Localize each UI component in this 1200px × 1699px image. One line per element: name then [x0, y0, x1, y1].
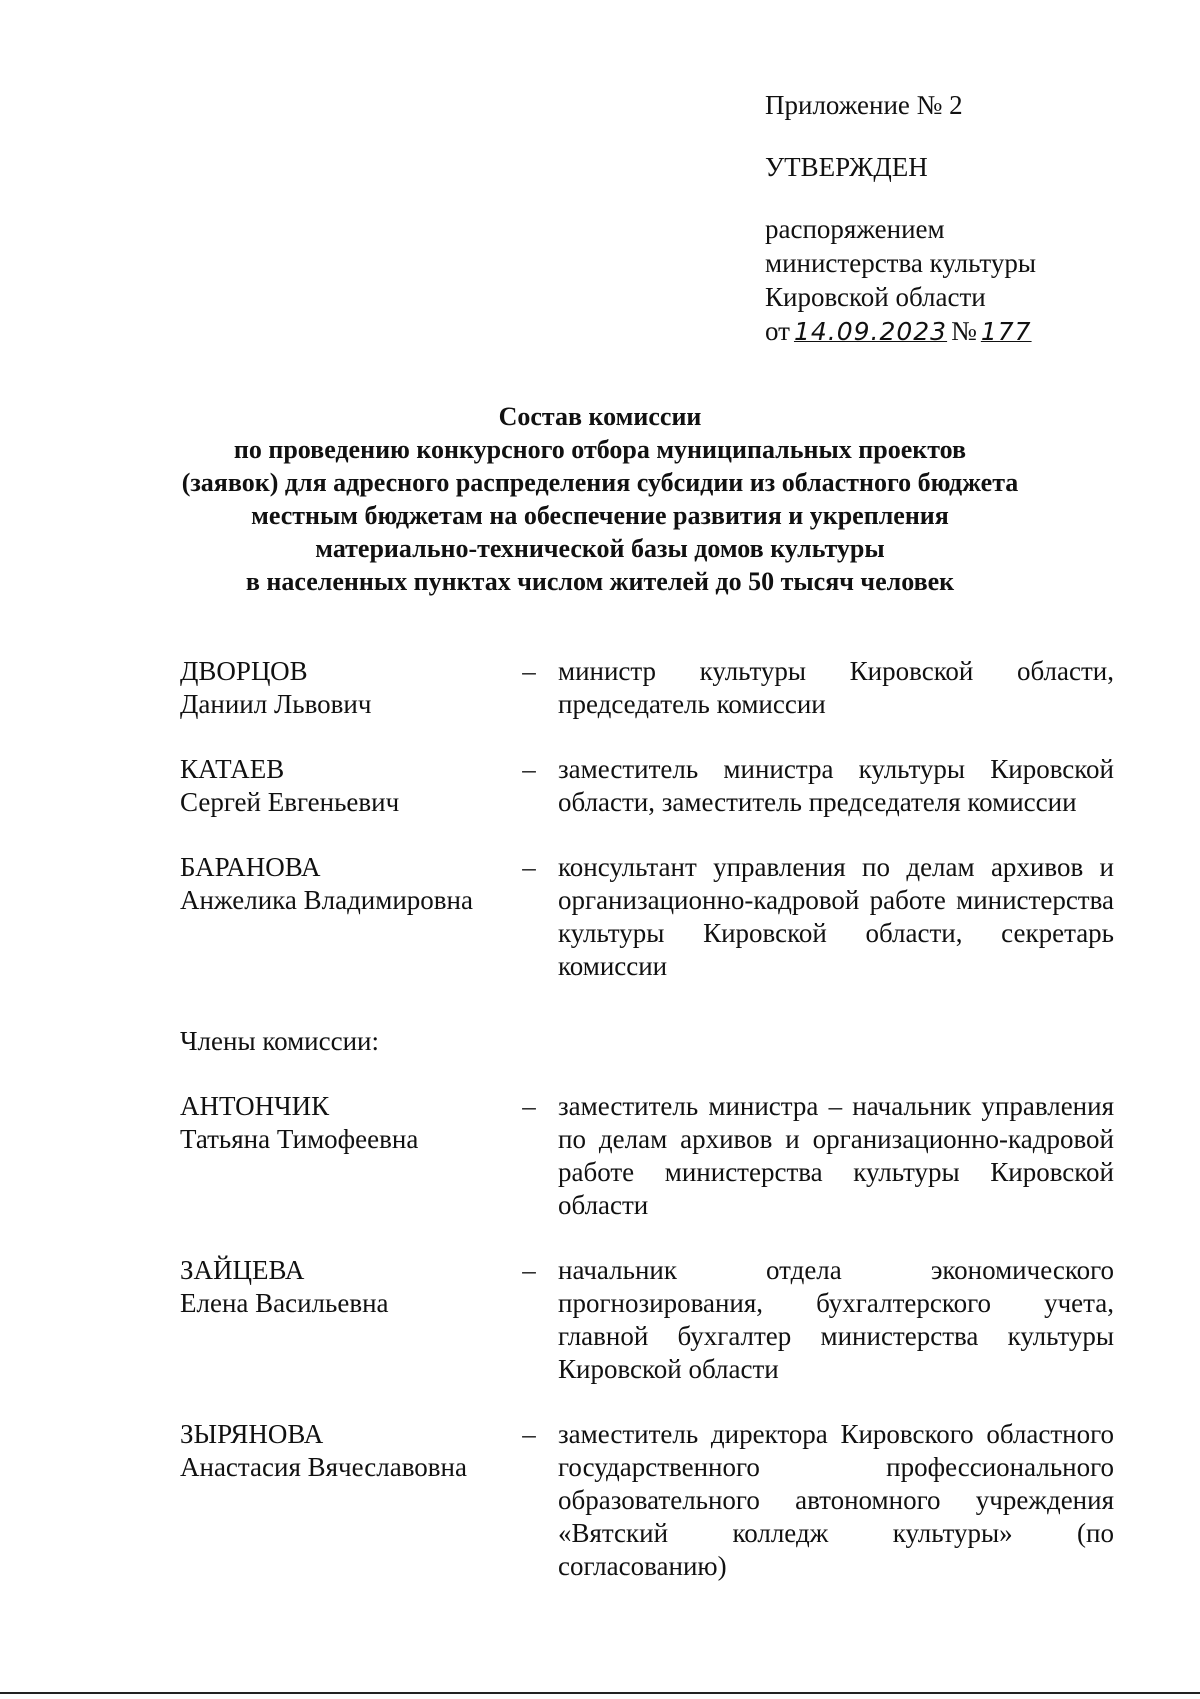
number-prefix: №	[951, 316, 977, 346]
member-name	[180, 753, 500, 819]
separator-dash: –	[522, 656, 536, 686]
member-role: консультант управления по делам архивов и организационно-кадровой работе министерства культуры Кировской области, секретарь комиссии	[558, 852, 1114, 981]
members-heading: Члены комиссии:	[180, 1026, 379, 1056]
member-surname: ЗАЙЦЕВА	[180, 1255, 305, 1285]
approved-by-line-3: Кировской области	[765, 282, 986, 312]
member-surname: АНТОНЧИК	[180, 1091, 330, 1121]
member-role: заместитель министра культуры Кировской области, заместитель председателя комиссии	[558, 754, 1114, 817]
member-surname: ЗЫРЯНОВА	[180, 1419, 324, 1449]
separator-dash: –	[522, 754, 536, 784]
member-entry	[180, 851, 1130, 983]
attachment-number: Приложение № 2	[765, 90, 963, 120]
approval-block	[765, 88, 1165, 349]
member-entry	[180, 1090, 1130, 1222]
member-entry	[180, 753, 1130, 819]
title-line-5: материально-технической базы домов культуры	[315, 534, 885, 563]
member-surname: ДВОРЦОВ	[180, 656, 308, 686]
member-given-name: Анжелика Владимировна	[180, 885, 473, 915]
member-role: заместитель директора Кировского областного государственного профессионального образовательного автономного учреждения «Вятский колледж культуры» (по согласованию)	[558, 1419, 1114, 1581]
title-line-1: Состав комиссии	[498, 402, 702, 431]
separator-dash: –	[522, 1255, 536, 1285]
member-name	[180, 851, 500, 983]
member-entry	[180, 655, 1130, 721]
title-line-2: по проведению конкурсного отбора муниципальных проектов	[233, 435, 967, 464]
member-given-name: Татьяна Тимофеевна	[180, 1124, 419, 1154]
title-line-6: в населенных пунктах числом жителей до 50 тысяч человек	[245, 567, 955, 596]
approved-stamp-text: УТВЕРЖДЕН	[765, 152, 928, 182]
member-surname: КАТАЕВ	[180, 754, 285, 784]
member-given-name: Елена Васильевна	[180, 1288, 389, 1318]
document-title	[150, 400, 1050, 598]
member-name	[180, 1090, 500, 1222]
page-bottom-edge	[0, 1692, 1200, 1694]
member-entry	[180, 1254, 1130, 1386]
member-name	[180, 1418, 500, 1583]
approved-by-line-1: распоряжением	[765, 214, 945, 244]
member-name	[180, 655, 500, 721]
member-surname: БАРАНОВА	[180, 852, 321, 882]
title-line-4: местным бюджетам на обеспечение развития и укрепления	[251, 501, 949, 530]
handwritten-number: 177	[980, 317, 1032, 346]
date-prefix: от	[765, 316, 790, 346]
member-role: заместитель министра – начальник управления по делам архивов и организационно-кадровой работе министерства культуры Кировской области	[558, 1091, 1114, 1220]
member-given-name: Даниил Львович	[180, 689, 372, 719]
separator-dash: –	[522, 1091, 536, 1121]
member-given-name: Сергей Евгеньевич	[180, 787, 400, 817]
member-given-name: Анастасия Вячеславовна	[180, 1452, 467, 1482]
title-line-3: (заявок) для адресного распределения субсидии из областного бюджета	[181, 468, 1019, 497]
handwritten-date: 14.09.2023	[793, 317, 948, 346]
member-entry	[180, 1418, 1130, 1583]
member-role: начальник отдела экономического прогнозирования, бухгалтерского учета, главной бухгалтер министерства культуры Кировской области	[558, 1255, 1114, 1384]
separator-dash: –	[522, 1419, 536, 1449]
approved-by-line-2: министерства культуры	[765, 248, 1037, 278]
member-role: министр культуры Кировской области, председатель комиссии	[558, 656, 1114, 719]
separator-dash: –	[522, 852, 536, 882]
order-date-line	[765, 314, 1165, 349]
commission-list	[180, 655, 1130, 1583]
member-name	[180, 1254, 500, 1386]
